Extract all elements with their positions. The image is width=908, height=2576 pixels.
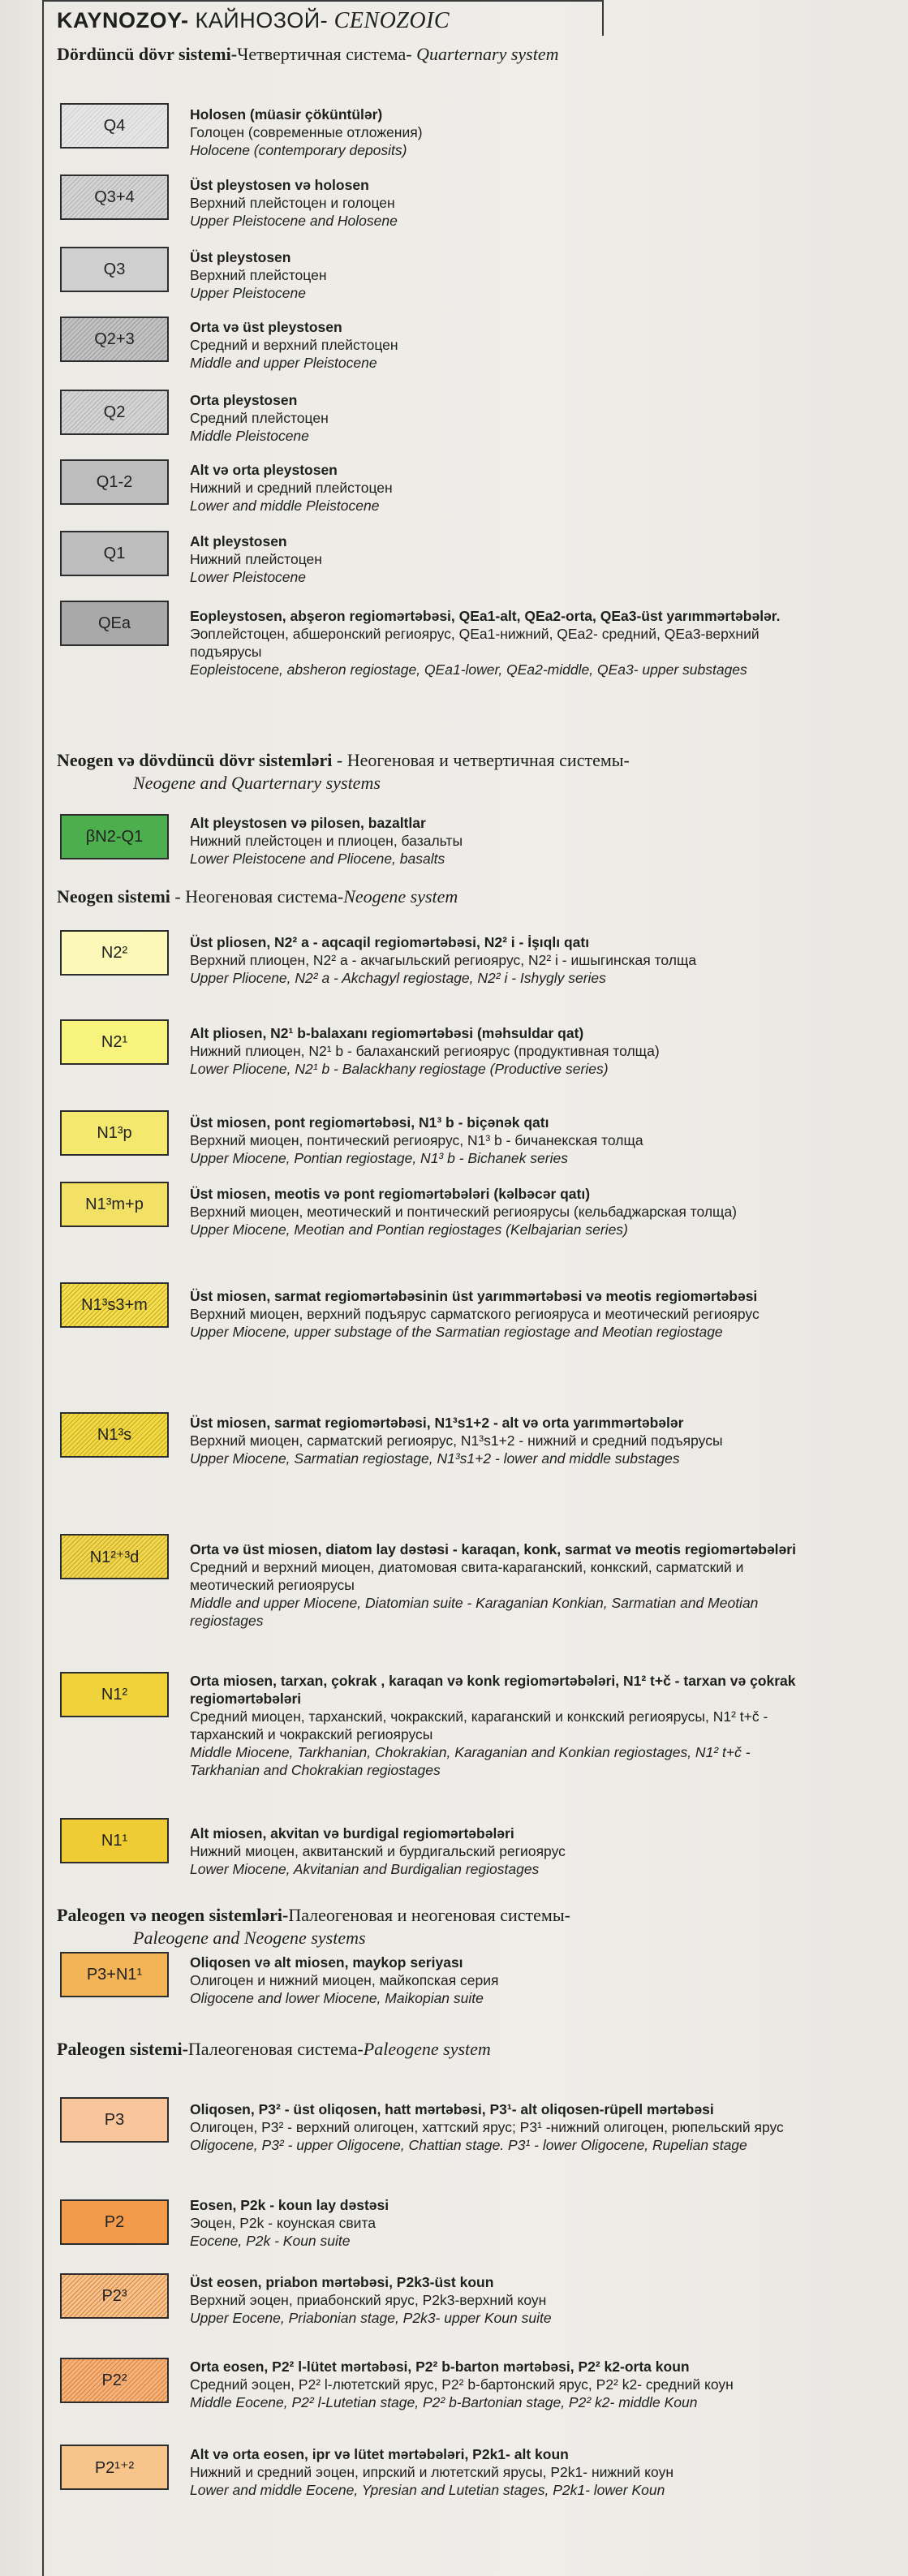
legend-symbol: N1¹ (101, 1831, 128, 1850)
legend-swatch (60, 390, 169, 435)
legend-text-az: Eopleystosen, abşeron regiomərtəbəsi, QEa1-alt, QEa2-orta, QEa3-üst yarımmərtəbələr. (190, 608, 781, 624)
legend-swatch (60, 2273, 169, 2319)
legend-text-ru: Нижний и средний плейстоцен (190, 480, 393, 496)
legend-text-en: Upper Miocene, upper substage of the Sarmatian regiostage and Meotian regiostage (190, 1324, 723, 1340)
legend-symbol: P3+N1¹ (86, 1965, 143, 1984)
legend-description (190, 1824, 807, 1878)
legend-text-ru: Нижний и средний эоцен, ипрский и лютетский ярусы, P2k1- нижний коун (190, 2464, 673, 2480)
legend-symbol: P2 (104, 2212, 125, 2231)
legend-text-ru: Олигоцен, P3² - верхний олигоцен, хаттский ярус; P3¹ -нижний олигоцен, рюпельский ярус (190, 2119, 784, 2135)
legend-text-az: Holosen (müasir çöküntülər) (190, 106, 383, 123)
legend-text-en: Upper Pleistocene (190, 285, 306, 301)
section-az: Neogen və dövdüncü dövr sistemləri (57, 750, 333, 770)
section-az: Dördüncü dövr sistemi- (57, 44, 238, 64)
legend-text-az: Üst miosen, pont regiomərtəbəsi, N1³ b - biçənək qatı (190, 1114, 549, 1131)
legend-text-az: Üst pleystosen (190, 249, 291, 265)
legend-text-en: Upper Pleistocene and Holosene (190, 213, 398, 229)
legend-description (190, 1185, 807, 1238)
legend-text-en: Holocene (contemporary deposits) (190, 142, 407, 158)
era-title-en: CENOZOIC (328, 8, 450, 33)
legend-text-ru: Нижний плейстоцен и плиоцен, базальты (190, 833, 463, 849)
section-ru: Палеогеновая система- (187, 2039, 364, 2059)
legend-text-ru: Эоцен, P2k - коунская свита (190, 2215, 377, 2231)
section-az: Neogen sistemi (57, 886, 170, 907)
legend-description (190, 2273, 807, 2327)
legend-swatch (60, 814, 169, 859)
legend-symbol: P2¹⁺² (94, 2458, 135, 2477)
legend-text-ru: Верхний эоцен, приабонский ярус, P2k3-верхний коун (190, 2292, 547, 2308)
legend-symbol: Q3 (103, 260, 126, 278)
legend-text-ru: Верхний плейстоцен и голоцен (190, 195, 395, 211)
legend-text-az: Oliqosen, P3² - üst oliqosen, hatt mərtəbəsi, P3¹- alt oliqosen-rüpell mərtəbəsi (190, 2101, 714, 2117)
legend-text-en: Upper Miocene, Meotian and Pontian regiostages (Kelbajarian series) (190, 1221, 628, 1238)
legend-text-az: Alt pleystosen (190, 533, 287, 549)
legend-text-en: Eocene, P2k - Koun suite (190, 2233, 351, 2249)
era-title-az: KAYNOZOY- (57, 8, 189, 32)
legend-text-en: Lower and middle Pleistocene (190, 498, 380, 514)
legend-description (190, 176, 807, 230)
legend-swatch (60, 103, 169, 149)
legend-swatch (60, 2445, 169, 2490)
section-en: Paleogene system (363, 2039, 491, 2059)
legend-text-ru: Верхний миоцен, сарматский региоярус, N1³s1+2 - нижний и средний подъярусы (190, 1432, 723, 1449)
legend-symbol: βN2-Q1 (85, 827, 144, 846)
legend-description (190, 814, 807, 868)
legend-description (190, 2100, 807, 2154)
legend-text-az: Orta və üst miosen, diatom lay dəstəsi - karaqan, konk, sarmat və meotis regiomərtəbələri (190, 1541, 796, 1557)
legend-text-ru: Верхний плейстоцен (190, 267, 327, 283)
legend-symbol: P2² (101, 2371, 127, 2389)
legend-text-ru: Средний плейстоцен (190, 410, 329, 426)
legend-text-en: Oligocene and lower Miocene, Maikopian suite (190, 1990, 484, 2006)
legend-text-en: Upper Miocene, Sarmatian regiostage, N1³s1+2 - lower and middle substages (190, 1450, 680, 1467)
legend-swatch (60, 1282, 169, 1328)
legend-symbol: Q2+3 (94, 330, 135, 348)
legend-text-az: Üst pliosen, N2² a - aqcaqil regiomərtəbəsi, N2² i - İşıqlı qatı (190, 934, 590, 950)
legend-description (190, 532, 807, 586)
legend-swatch (60, 601, 169, 646)
legend-text-en: Middle and upper Pleistocene (190, 355, 377, 371)
legend-swatch (60, 2358, 169, 2403)
legend-text-ru: Средний эоцен, P2² l-лютетский ярус, P2² b-бартонский ярус, P2² k2- средний коун (190, 2376, 734, 2393)
section-en: Neogene system (343, 886, 458, 907)
legend-text-az: Orta miosen, tarxan, çokrak , karaqan və konk regiomərtəbələri, N1² t+č - tarxan və çokrak regiomərtəbələri (190, 1673, 796, 1707)
legend-swatch (60, 1818, 169, 1863)
legend-text-az: Üst miosen, sarmat regiomərtəbəsinin üst yarımmərtəbəsi və meotis regiomərtəbəsi (190, 1288, 758, 1304)
legend-description (190, 1114, 807, 1167)
legend-description (190, 1024, 807, 1078)
legend-text-ru: Верхний миоцен, верхний подъярус сарматского региояруса и меотический региоярус (190, 1306, 760, 1322)
legend-symbol: N1²⁺³d (89, 1548, 140, 1566)
legend-symbol: Q2 (103, 403, 126, 421)
legend-text-ru: Голоцен (современные отложения) (190, 124, 423, 140)
section-heading-neogen (57, 886, 458, 907)
legend-description (190, 1672, 807, 1779)
legend-text-en: Middle Pleistocene (190, 428, 309, 444)
section-ru: - Неогеновая система- (170, 886, 344, 907)
frame-line (602, 0, 604, 36)
legend-swatch (60, 2199, 169, 2245)
legend-symbol: N1³m+p (85, 1195, 144, 1213)
section-en: Paleogene and Neogene systems (133, 1928, 366, 1948)
legend-text-az: Alt pliosen, N2¹ b-balaxanı regiomərtəbəsi (məhsuldar qat) (190, 1025, 584, 1041)
legend-text-ru: Верхний миоцен, меотический и понтический региоярусы (кельбаджарская толща) (190, 1204, 738, 1220)
legend-text-ru: Средний миоцен, тарханский, чокракский, караганский и конкский региоярусы, N1² t+č - тарханский и чокракский региоярусы (190, 1708, 768, 1742)
section-en: Quarternary system (411, 44, 559, 64)
legend-text-en: Lower Pleistocene and Pliocene, basalts (190, 851, 445, 867)
legend-text-ru: Олигоцен и нижний миоцен, майкопская серия (190, 1972, 499, 1988)
legend-swatch (60, 1672, 169, 1717)
section-az: Paleogen sistemi- (57, 2039, 188, 2059)
legend-text-ru: Средний и верхний плейстоцен (190, 337, 398, 353)
legend-text-en: Lower and middle Eocene, Ypresian and Lutetian stages, P2k1- lower Koun (190, 2482, 665, 2498)
legend-text-az: Alt miosen, akvitan və burdigal regiomərtəbələri (190, 1825, 514, 1842)
legend-text-az: Alt və orta eosen, ipr və lütet mərtəbələri, P2k1- alt koun (190, 2446, 569, 2462)
era-title (57, 8, 450, 34)
legend-description (190, 2358, 807, 2411)
legend-symbol: Q1-2 (96, 472, 133, 491)
legend-text-en: Upper Miocene, Pontian regiostage, N1³ b - Bichanek series (190, 1150, 568, 1166)
legend-text-en: Lower Miocene, Akvitanian and Burdigalian regiostages (190, 1861, 540, 1877)
legend-description (190, 318, 807, 372)
legend-symbol: QEa (97, 614, 131, 632)
era-title-ru: КАЙНОЗОЙ- (188, 8, 329, 32)
legend-text-ru: Эоплейстоцен, абшеронский региоярус, QEa1-нижний, QEa2- средний, QEa3-верхний подъярусы (190, 626, 760, 660)
legend-description (190, 391, 807, 445)
legend-text-ru: Нижний плиоцен, N2¹ b - балаханский региоярус (продуктивная толща) (190, 1043, 660, 1059)
legend-text-az: Alt və orta pleystosen (190, 462, 338, 478)
legend-swatch (60, 247, 169, 292)
legend-description (190, 1414, 807, 1467)
section-heading-paleogen-neogen (57, 1905, 570, 1949)
section-heading-quaternary (57, 44, 559, 65)
legend-text-az: Üst miosen, sarmat regiomərtəbəsi, N1³s1+2 - alt və orta yarımmərtəbələr (190, 1415, 684, 1431)
legend-text-en: Upper Eocene, Priabonian stage, P2k3- upper Koun suite (190, 2310, 552, 2326)
legend-swatch (60, 531, 169, 576)
legend-symbol: N1³s3+m (81, 1295, 148, 1314)
legend-symbol: P3 (104, 2110, 125, 2129)
legend-text-az: Alt pleystosen və pilosen, bazaltlar (190, 815, 426, 831)
legend-swatch (60, 459, 169, 505)
legend-text-en: Lower Pliocene, N2¹ b - Balackhany regiostage (Productive series) (190, 1061, 609, 1077)
legend-description (190, 1287, 807, 1341)
legend-swatch (60, 930, 169, 976)
legend-swatch (60, 2097, 169, 2143)
legend-symbol: P2³ (101, 2286, 127, 2305)
legend-swatch (60, 174, 169, 220)
legend-text-en: Middle Miocene, Tarkhanian, Chokrakian, Karaganian and Konkian regiostages, N1² t+č - Tarkhanian and Chokrakian regiostages (190, 1744, 751, 1778)
legend-swatch (60, 1019, 169, 1065)
legend-description (190, 2445, 807, 2499)
legend-description (190, 607, 807, 678)
section-ru: - Неогеновая и четвертичная системы- (332, 750, 630, 770)
legend-description (190, 933, 807, 987)
section-en: Neogene and Quarternary systems (133, 773, 381, 793)
legend-description (190, 2196, 807, 2250)
legend-description (190, 1540, 807, 1630)
legend-symbol: Q1 (103, 544, 126, 562)
legend-symbol: N1² (101, 1685, 128, 1704)
section-heading-neogen-quaternary (57, 750, 630, 794)
legend-symbol: Q3+4 (94, 187, 135, 206)
legend-text-en: Middle and upper Miocene, Diatomian suite - Karaganian Konkian, Sarmatian and Meotian regiostages (190, 1595, 759, 1629)
legend-swatch (60, 1412, 169, 1458)
legend-text-ru: Средний и верхний миоцен, диатомовая свита-караганский, конкский, сарматский и меотический региоярусы (190, 1559, 744, 1593)
legend-text-ru: Верхний миоцен, понтический региоярус, N1³ b - бичанекская толща (190, 1132, 643, 1148)
legend-swatch (60, 1952, 169, 1997)
section-ru: Четвертичная система- (237, 44, 412, 64)
legend-text-az: Orta eosen, P2² l-lütet mərtəbəsi, P2² b-barton mərtəbəsi, P2² k2-orta koun (190, 2358, 690, 2375)
legend-text-az: Oliqosen və alt miosen, maykop seriyası (190, 1954, 463, 1971)
frame-line (42, 0, 44, 2576)
legend-text-en: Oligocene, P3² - upper Oligocene, Chattian stage. P3¹ - lower Oligocene, Rupelian stage (190, 2137, 747, 2153)
legend-description (190, 461, 807, 515)
legend-text-ru: Верхний плиоцен, N2² a - акчагыльский региоярус, N2² i - ишыгинская толща (190, 952, 697, 968)
legend-symbol: N2² (101, 943, 128, 962)
legend-text-ru: Нижний плейстоцен (190, 551, 322, 567)
legend-text-ru: Нижний миоцен, аквитанский и бурдигальский региоярус (190, 1843, 566, 1859)
legend-text-az: Üst pleystosen və holosen (190, 177, 369, 193)
legend-text-en: Middle Eocene, P2² l-Lutetian stage, P2² b-Bartonian stage, P2² k2- middle Koun (190, 2394, 698, 2410)
legend-swatch (60, 1110, 169, 1156)
legend-symbol: N1³s (97, 1425, 132, 1444)
legend-text-az: Orta pleystosen (190, 392, 298, 408)
legend-symbol: N2¹ (101, 1032, 128, 1051)
legend-text-az: Üst eosen, priabon mərtəbəsi, P2k3-üst koun (190, 2274, 494, 2290)
legend-description (190, 106, 807, 159)
section-heading-paleogen (57, 2039, 491, 2060)
legend-swatch (60, 317, 169, 362)
legend-description (190, 248, 807, 302)
legend-text-az: Eosen, P2k - koun lay dəstəsi (190, 2197, 389, 2213)
legend-text-az: Orta və üst pleystosen (190, 319, 342, 335)
section-az: Paleogen və neogen sistemləri- (57, 1905, 289, 1925)
legend-swatch (60, 1534, 169, 1579)
legend-description (190, 1954, 807, 2007)
legend-text-en: Upper Pliocene, N2² a - Akchagyl regiostage, N2² i - Ishygly series (190, 970, 606, 986)
section-ru: Палеогеновая и неогеновая системы- (288, 1905, 570, 1925)
legend-symbol: N1³p (97, 1123, 132, 1142)
legend-swatch (60, 1182, 169, 1227)
legend-text-az: Üst miosen, meotis və pont regiomərtəbələri (kəlbəcər qatı) (190, 1186, 591, 1202)
frame-line (42, 0, 602, 2)
legend-text-en: Lower Pleistocene (190, 569, 306, 585)
legend-symbol: Q4 (103, 116, 126, 135)
legend-text-en: Eopleistocene, absheron regiostage, QEa1-lower, QEa2-middle, QEa3- upper substages (190, 661, 747, 678)
